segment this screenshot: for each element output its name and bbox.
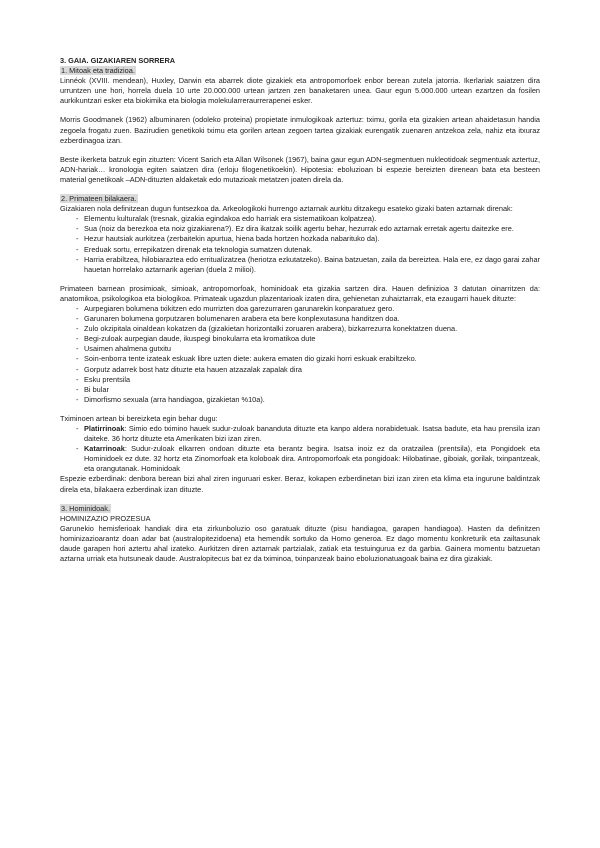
paragraph: Morris Goodmanek (1962) albuminaren (odoleko proteina) propietate inmulogikoak aztertuz: tximu, gorila eta gizakien artean ahaidetasun handia zegoela frogatu zuen. Bazirudien genetikoki tximu eta gorilen artean zegoen tartea gizakiak eurengatik zuenaren antzekoa zela, nahiz eta itxuraz ezberdinagoa izan. xyxy=(60,115,540,145)
list-item: - Ereduak sortu, errepikatzen direnak eta teknologia sumatzen dutenak. xyxy=(60,245,540,255)
list-item: - Usaimen ahalmena gutxitu xyxy=(60,344,540,354)
list-item: - Begi-zuloak aurpegian daude, ikuspegi binokularra eta kromatikoa dute xyxy=(60,334,540,344)
section-heading-3-text: 3. Hominidoak. xyxy=(61,503,110,513)
list-item: - Bi bular xyxy=(60,385,540,395)
list-item: - Aurpegiaren bolumena txikitzen edo murrizten doa garezurraren garunarekin konparatuez gero. xyxy=(60,304,540,314)
evidence-list xyxy=(60,214,540,275)
paragraph: Beste ikerketa batzuk egin zituzten: Vicent Sarich eta Allan Wilsonek (1967), baina gaur egun ADN-segmentuen nukleotidoak segmentuak aztertuz, ADN-hariak… kronologia egiten saiatzen dira (erloju filogenetikoekin). Hipotesia: eboluzioan bi espezie bereizten direnean bata eta besteen material genetikoak –ADN-dituzten aldaketak edo mutazioak metatzen joaten direla da. xyxy=(60,154,540,184)
paragraph: Linnéok (XVIII. mendean), Huxley, Darwin eta abarrek diote gizakiek eta antropomorfoek enbor berean zutela jatorria. Ikerlariak saiatzen dira urruntzen une hori, horrela duela 10 urte 20.000.000 urtean jartzen zen banaketaren unea. Gaur egun 5.000.000 urtean ezartzen da fosilen aurkikuntzari esker eta biokimika eta biologia molekularreraurrerapenei esker. xyxy=(60,76,540,106)
term-label: Platirrinoak xyxy=(84,424,125,433)
paragraph: Garunekio hemisferioak handiak dira eta zirkunboluzio oso garatuak dituzte (pisu handiagoa, garapen handiagoa). Hasten da definitzen hominizazioarantz doan adar bat (australopitezidoena) eta hemendik sortuko da Homo generoa. Ez dago momentu konkreturik eta zailtasunak daude garapen hori aztertu ahal izateko. Aurkitzen diren aztarnak partzialak, zatiak eta testuingurua ez da garbia. Gainera momentu batzuetan aztarna urriak eta hutsuneak daude. Australopitecus bat ez da tximinoa, txinpanzeak baino eboluzionatuagoak baina ez dira gizakiak. xyxy=(60,523,540,564)
list-item: - Esku prentsila xyxy=(60,375,540,385)
paragraph: Tximinoen artean bi bereizketa egin behar dugu: xyxy=(60,413,218,423)
primate-traits-list xyxy=(60,304,540,405)
section-heading-1-text: 1. Mitoak eta tradizioa. xyxy=(61,66,135,76)
term-label: Katarrinoak xyxy=(84,444,125,454)
paragraph: Gizakiaren nola definitzean dugun funtsezkoa da. Arkeologikoki hurrengo aztarnak aurkitu ditzakegu esateko gizaki baten aztarnak direnak: xyxy=(60,204,513,214)
list-item: - Elementu kulturalak (tresnak, gizakia egindakoa edo harriak era sistematikoan kolpatzea). xyxy=(60,214,540,224)
list-item: - Hezur hautsiak aurkitzea (zerbaitekin apurtua, hiena bada hortzen hozkada nabarituko da). xyxy=(60,234,540,244)
section-heading-1 xyxy=(60,66,540,76)
list-item: - Dimorfismo sexuala (arra handiagoa, gizakietan %10a). xyxy=(60,395,540,405)
paragraph: Primateen barnean prosimioak, simioak, antropomorfoak, hominidoak eta gizakia sartzen dira. Hauen definizioa 3 datutan oinarritzen da: anatomikoa, psikologikoa eta biologikoa. Primateak ugazdun plazentarioak izaten dira, gehienetan zuhaiztarrak, eta ezaugarri hauek dituzte: xyxy=(60,283,540,303)
list-item: - Garunaren bolumena gorputzaren bolumenaren arabera eta bere konplexutasuna handitzen doa. xyxy=(60,314,540,324)
list-item-katarrinoak xyxy=(60,444,540,474)
section-heading-3 xyxy=(60,504,540,514)
page-title: 3. GAIA. GIZAKIAREN SORRERA xyxy=(60,56,176,65)
term-text: : Sudur-zuloak elkarren ondoan dituzte eta berantz begira. Isatsa inoiz ez da oratzailea (prentsila), eta Pongidoek eta Hominidoek ez dute. 32 hortz eta Zinomorfoak eta koloboak dira. Antropomorfoak eta pongidoak: Hilobatinae, giboiak, gorilak, txinpantzeak, eta orangutanak. Hominidoak xyxy=(84,444,540,474)
list-item: - Gorputz adarrek bost hatz dituzte eta hauen atzazalak zapalak dira xyxy=(60,365,540,375)
list-item: - Zulo okzipitala oinaldean kokatzen da (gizakietan horizontalki zoruaren arabera), bizkarrezurra konektatzen duena. xyxy=(60,324,540,334)
list-item: - Soin-enborra tente izateak eskuak libre uzten diete: aukera ematen dio gizaki horri eskuak erabiltzeko. xyxy=(60,354,540,364)
paragraph: Espezie ezberdinak: denbora berean bizi ahal ziren inguruari esker. Beraz, kokapen ezberdinetan bizi izan ziren eta klima eta ingurune baldintzak direla eta, bilakaera ezberdinak izan dituzte. xyxy=(60,474,540,494)
section-heading-2-text: 2. Primateen bilakaera. xyxy=(61,194,137,204)
monkey-groups-list xyxy=(60,424,540,474)
term-text: : Simio edo tximino hauek sudur-zuloak bananduta dituzte eta kanpo aldera norabidetuak. Isatsa badute, eta hau prensila izan daiteke. 36 hortz dituzte eta Amerikaten bizi izan ziren. xyxy=(84,424,540,444)
subheading: HOMINIZAZIO PROZESUA xyxy=(60,513,151,523)
section-heading-2 xyxy=(60,194,540,204)
list-item: - Harria erabiltzea, hilobiaraztea edo erritualizatzea (heriotza ezkutatzeko). Baina batzuetan, zaila da bereiztea. Hala ere, ez dago garai zahar hauetan horrelako aztarnarik agerian (duela 2 milioi). xyxy=(60,255,540,275)
list-item: - Sua (noiz da berezkoa eta noiz gizakiarena?). Ez dira ikatzak soilik agertu behar, hezurrak edo aztarnak erretak agertu daitezke ere. xyxy=(60,224,540,234)
list-item-platirrinoak xyxy=(60,424,540,444)
